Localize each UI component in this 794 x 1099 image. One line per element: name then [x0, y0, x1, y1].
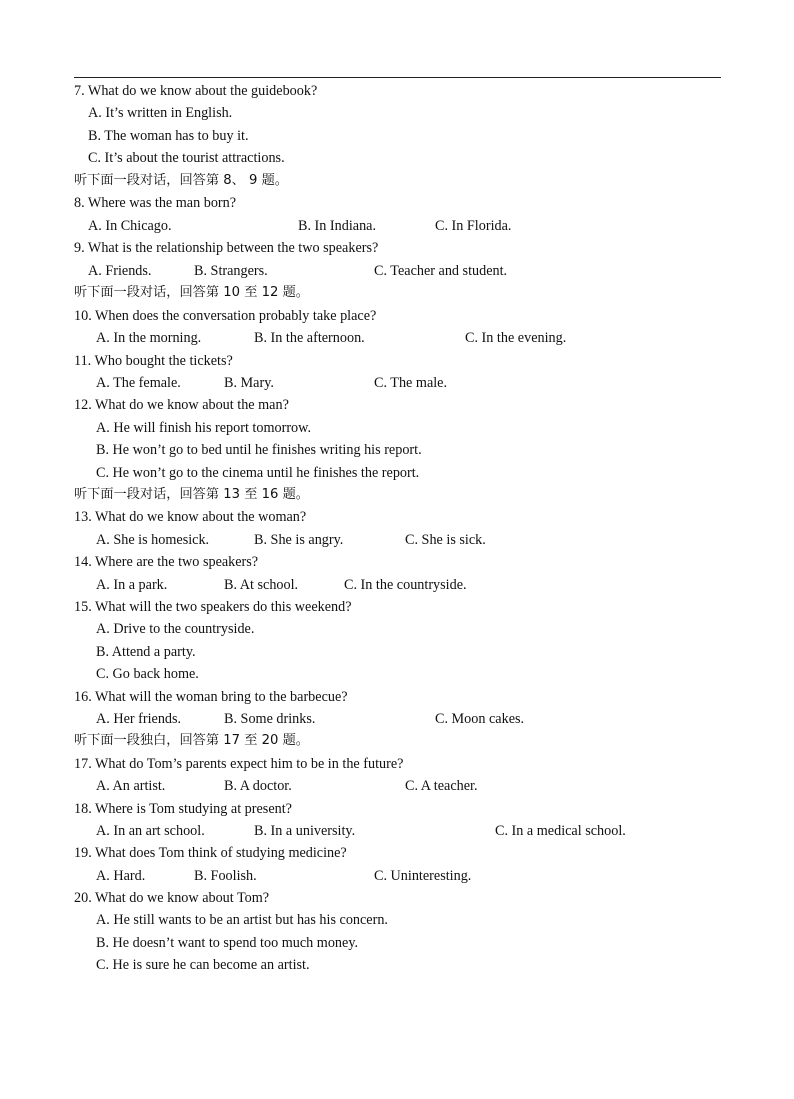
option-c: C. She is sick. — [405, 532, 486, 548]
question-stem: 8. Where was the man born? — [74, 195, 237, 211]
option-c: C. A teacher. — [405, 778, 478, 794]
option-b: B. In Indiana. — [298, 218, 377, 234]
option-c: C. In the evening. — [465, 330, 567, 346]
option-b: B. In a university. — [254, 823, 356, 839]
option-a: A. An artist. — [96, 778, 166, 794]
option-c: C. It’s about the tourist attractions. — [88, 150, 285, 166]
option-a: A. Friends. — [88, 263, 152, 279]
question-stem: 10. When does the conversation probably take place? — [74, 308, 377, 324]
option-c: C. Moon cakes. — [435, 711, 525, 727]
header-rule — [74, 77, 721, 78]
option-a: A. He will finish his report tomorrow. — [96, 420, 312, 436]
question-stem: 17. What do Tom’s parents expect him to be in the future? — [74, 756, 404, 772]
option-b: B. Strangers. — [194, 263, 268, 279]
option-a: A. Drive to the countryside. — [96, 621, 255, 637]
option-b: B. She is angry. — [254, 532, 344, 548]
question-stem: 20. What do we know about Tom? — [74, 890, 270, 906]
question-stem: 12. What do we know about the man? — [74, 397, 289, 413]
question-stem: 13. What do we know about the woman? — [74, 509, 307, 525]
section-instruction: 听下面一段对话，回答第 10 至 12 题。 — [74, 285, 309, 300]
option-a: A. She is homesick. — [96, 532, 210, 548]
option-b: B. Foolish. — [194, 868, 257, 884]
option-b: B. The woman has to buy it. — [88, 128, 249, 144]
option-c: C. Go back home. — [96, 666, 199, 682]
option-b: B. In the afternoon. — [254, 330, 365, 346]
option-c: C. Uninteresting. — [374, 868, 472, 884]
option-b: B. He won’t go to bed until he finishes writing his report. — [96, 442, 422, 458]
option-c: C. Teacher and student. — [374, 263, 508, 279]
option-b: B. At school. — [224, 577, 299, 593]
option-a: A. In the morning. — [96, 330, 202, 346]
option-b: B. A doctor. — [224, 778, 292, 794]
question-stem: 16. What will the woman bring to the barbecue? — [74, 689, 348, 705]
question-stem: 7. What do we know about the guidebook? — [74, 83, 318, 99]
option-a: A. In a park. — [96, 577, 168, 593]
option-a: A. In Chicago. — [88, 218, 172, 234]
section-instruction: 听下面一段对话，回答第 8、 9 题。 — [74, 173, 288, 188]
question-stem: 9. What is the relationship between the two speakers? — [74, 240, 379, 256]
section-instruction: 听下面一段独白，回答第 17 至 20 题。 — [74, 733, 309, 748]
option-c: C. In a medical school. — [495, 823, 626, 839]
section-instruction: 听下面一段对话，回答第 13 至 16 题。 — [74, 487, 309, 502]
option-c: C. He is sure he can become an artist. — [96, 957, 310, 973]
option-a: A. It’s written in English. — [88, 105, 233, 121]
question-stem: 15. What will the two speakers do this weekend? — [74, 599, 352, 615]
option-b: B. Some drinks. — [224, 711, 316, 727]
option-c: C. In the countryside. — [344, 577, 467, 593]
option-a: A. Her friends. — [96, 711, 182, 727]
question-stem: 19. What does Tom think of studying medicine? — [74, 845, 347, 861]
question-stem: 11. Who bought the tickets? — [74, 353, 233, 369]
option-b: B. Mary. — [224, 375, 274, 391]
option-c: C. He won’t go to the cinema until he finishes the report. — [96, 465, 420, 481]
option-b: B. Attend a party. — [96, 644, 196, 660]
question-stem: 18. Where is Tom studying at present? — [74, 801, 292, 817]
option-c: C. The male. — [374, 375, 448, 391]
option-c: C. In Florida. — [435, 218, 512, 234]
option-b: B. He doesn’t want to spend too much money. — [96, 935, 359, 951]
option-a: A. Hard. — [96, 868, 146, 884]
option-a: A. The female. — [96, 375, 181, 391]
question-stem: 14. Where are the two speakers? — [74, 554, 259, 570]
option-a: A. He still wants to be an artist but has his concern. — [96, 912, 388, 928]
option-a: A. In an art school. — [96, 823, 205, 839]
